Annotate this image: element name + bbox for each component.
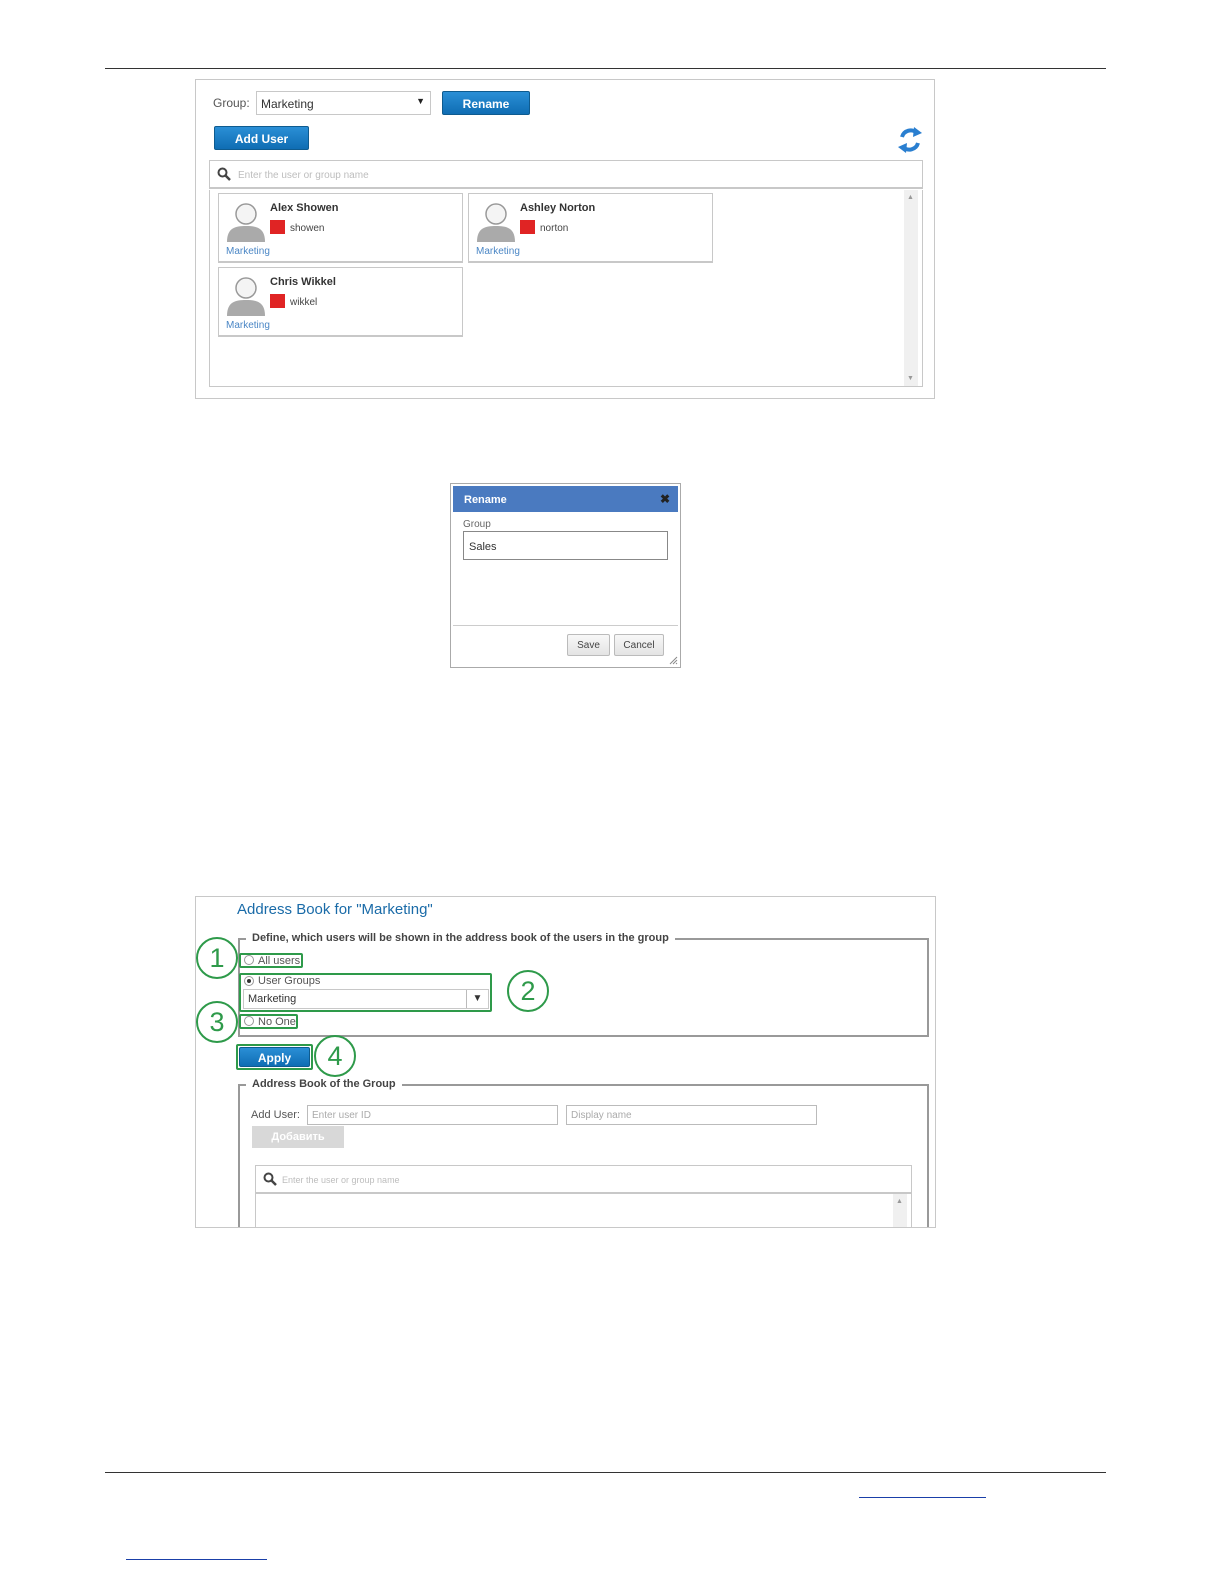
user-name: Alex Showen [270, 202, 339, 214]
close-icon[interactable]: ✖ [659, 492, 670, 506]
search-icon [263, 1172, 277, 1186]
dialog-titlebar [453, 486, 678, 512]
dropdown-arrow-icon: ▼ [416, 96, 425, 106]
status-badge [270, 220, 285, 234]
footer-link-underline[interactable] [859, 1497, 986, 1498]
user-card[interactable] [218, 267, 463, 337]
user-id-input[interactable]: Enter user ID [307, 1105, 558, 1125]
group-users-panel [195, 79, 935, 399]
avatar-icon [225, 200, 267, 242]
address-book-panel [195, 896, 936, 1228]
dialog-divider [453, 625, 678, 626]
group-label: Group: [213, 96, 250, 110]
user-search-input[interactable] [209, 160, 923, 189]
resize-grip-icon[interactable] [668, 655, 678, 665]
user-login: norton [540, 223, 569, 234]
page-header-rule [105, 68, 1106, 69]
callout-2: 2 [507, 970, 549, 1012]
display-name-input[interactable]: Display name [566, 1105, 817, 1125]
no-one-label: No One [258, 1016, 296, 1028]
avatar-icon [475, 200, 517, 242]
status-badge [270, 294, 285, 308]
user-card[interactable] [468, 193, 713, 263]
user-card[interactable] [218, 193, 463, 263]
footer-link-underline[interactable] [126, 1559, 267, 1560]
cancel-button[interactable]: Cancel [614, 634, 664, 656]
list-scrollbar[interactable] [893, 1194, 907, 1228]
dropdown-arrow-icon: ▼ [466, 990, 488, 1008]
user-name: Chris Wikkel [270, 276, 336, 288]
callout-3: 3 [196, 1001, 238, 1043]
add-contact-button[interactable]: Добавить [252, 1126, 344, 1148]
scroll-down-icon[interactable]: ▼ [907, 375, 914, 382]
user-login: showen [290, 223, 325, 234]
user-group-link[interactable]: Marketing [476, 246, 520, 257]
contact-list [255, 1194, 912, 1228]
user-group-link[interactable]: Marketing [226, 246, 270, 257]
no-one-radio[interactable] [244, 1016, 254, 1026]
avatar-icon [225, 274, 267, 316]
rename-button[interactable]: Rename [442, 91, 530, 115]
group-select[interactable]: Marketing ▼ [256, 91, 431, 115]
status-badge [520, 220, 535, 234]
scroll-up-icon[interactable]: ▲ [907, 194, 914, 201]
address-book-title: Address Book for "Marketing" [237, 901, 433, 918]
user-card-list [209, 190, 923, 387]
add-user-button[interactable]: Add User [214, 126, 309, 150]
scroll-up-icon[interactable]: ▲ [896, 1198, 903, 1205]
callout-4: 4 [314, 1035, 356, 1077]
callout-1: 1 [196, 937, 238, 979]
search-placeholder: Enter the user or group name [238, 170, 369, 181]
group-field-label: Group [463, 519, 491, 530]
user-login: wikkel [290, 297, 318, 308]
dialog-title: Rename [464, 494, 507, 506]
page-footer-rule [105, 1472, 1106, 1473]
list-scrollbar[interactable] [904, 190, 918, 386]
rename-dialog [450, 483, 681, 668]
user-name: Ashley Norton [520, 202, 596, 214]
all-users-label: All users [258, 955, 301, 967]
all-users-radio[interactable] [244, 955, 254, 965]
search-icon [217, 167, 231, 181]
group-book-legend: Address Book of the Group [246, 1078, 402, 1090]
user-groups-select[interactable]: Marketing ▼ [243, 989, 489, 1009]
user-group-link[interactable]: Marketing [226, 320, 270, 331]
search-placeholder: Enter the user or group name [282, 1175, 400, 1185]
refresh-icon[interactable] [896, 125, 924, 155]
user-groups-radio[interactable] [244, 976, 254, 986]
apply-button[interactable]: Apply [239, 1047, 310, 1067]
contact-search-input[interactable] [255, 1165, 912, 1194]
save-button[interactable]: Save [567, 634, 610, 656]
user-groups-label: User Groups [258, 975, 321, 987]
visibility-legend: Define, which users will be shown in the address book of the users in the group [246, 932, 675, 944]
group-name-input[interactable]: Sales [463, 531, 668, 560]
add-user-label: Add User: [251, 1109, 300, 1121]
